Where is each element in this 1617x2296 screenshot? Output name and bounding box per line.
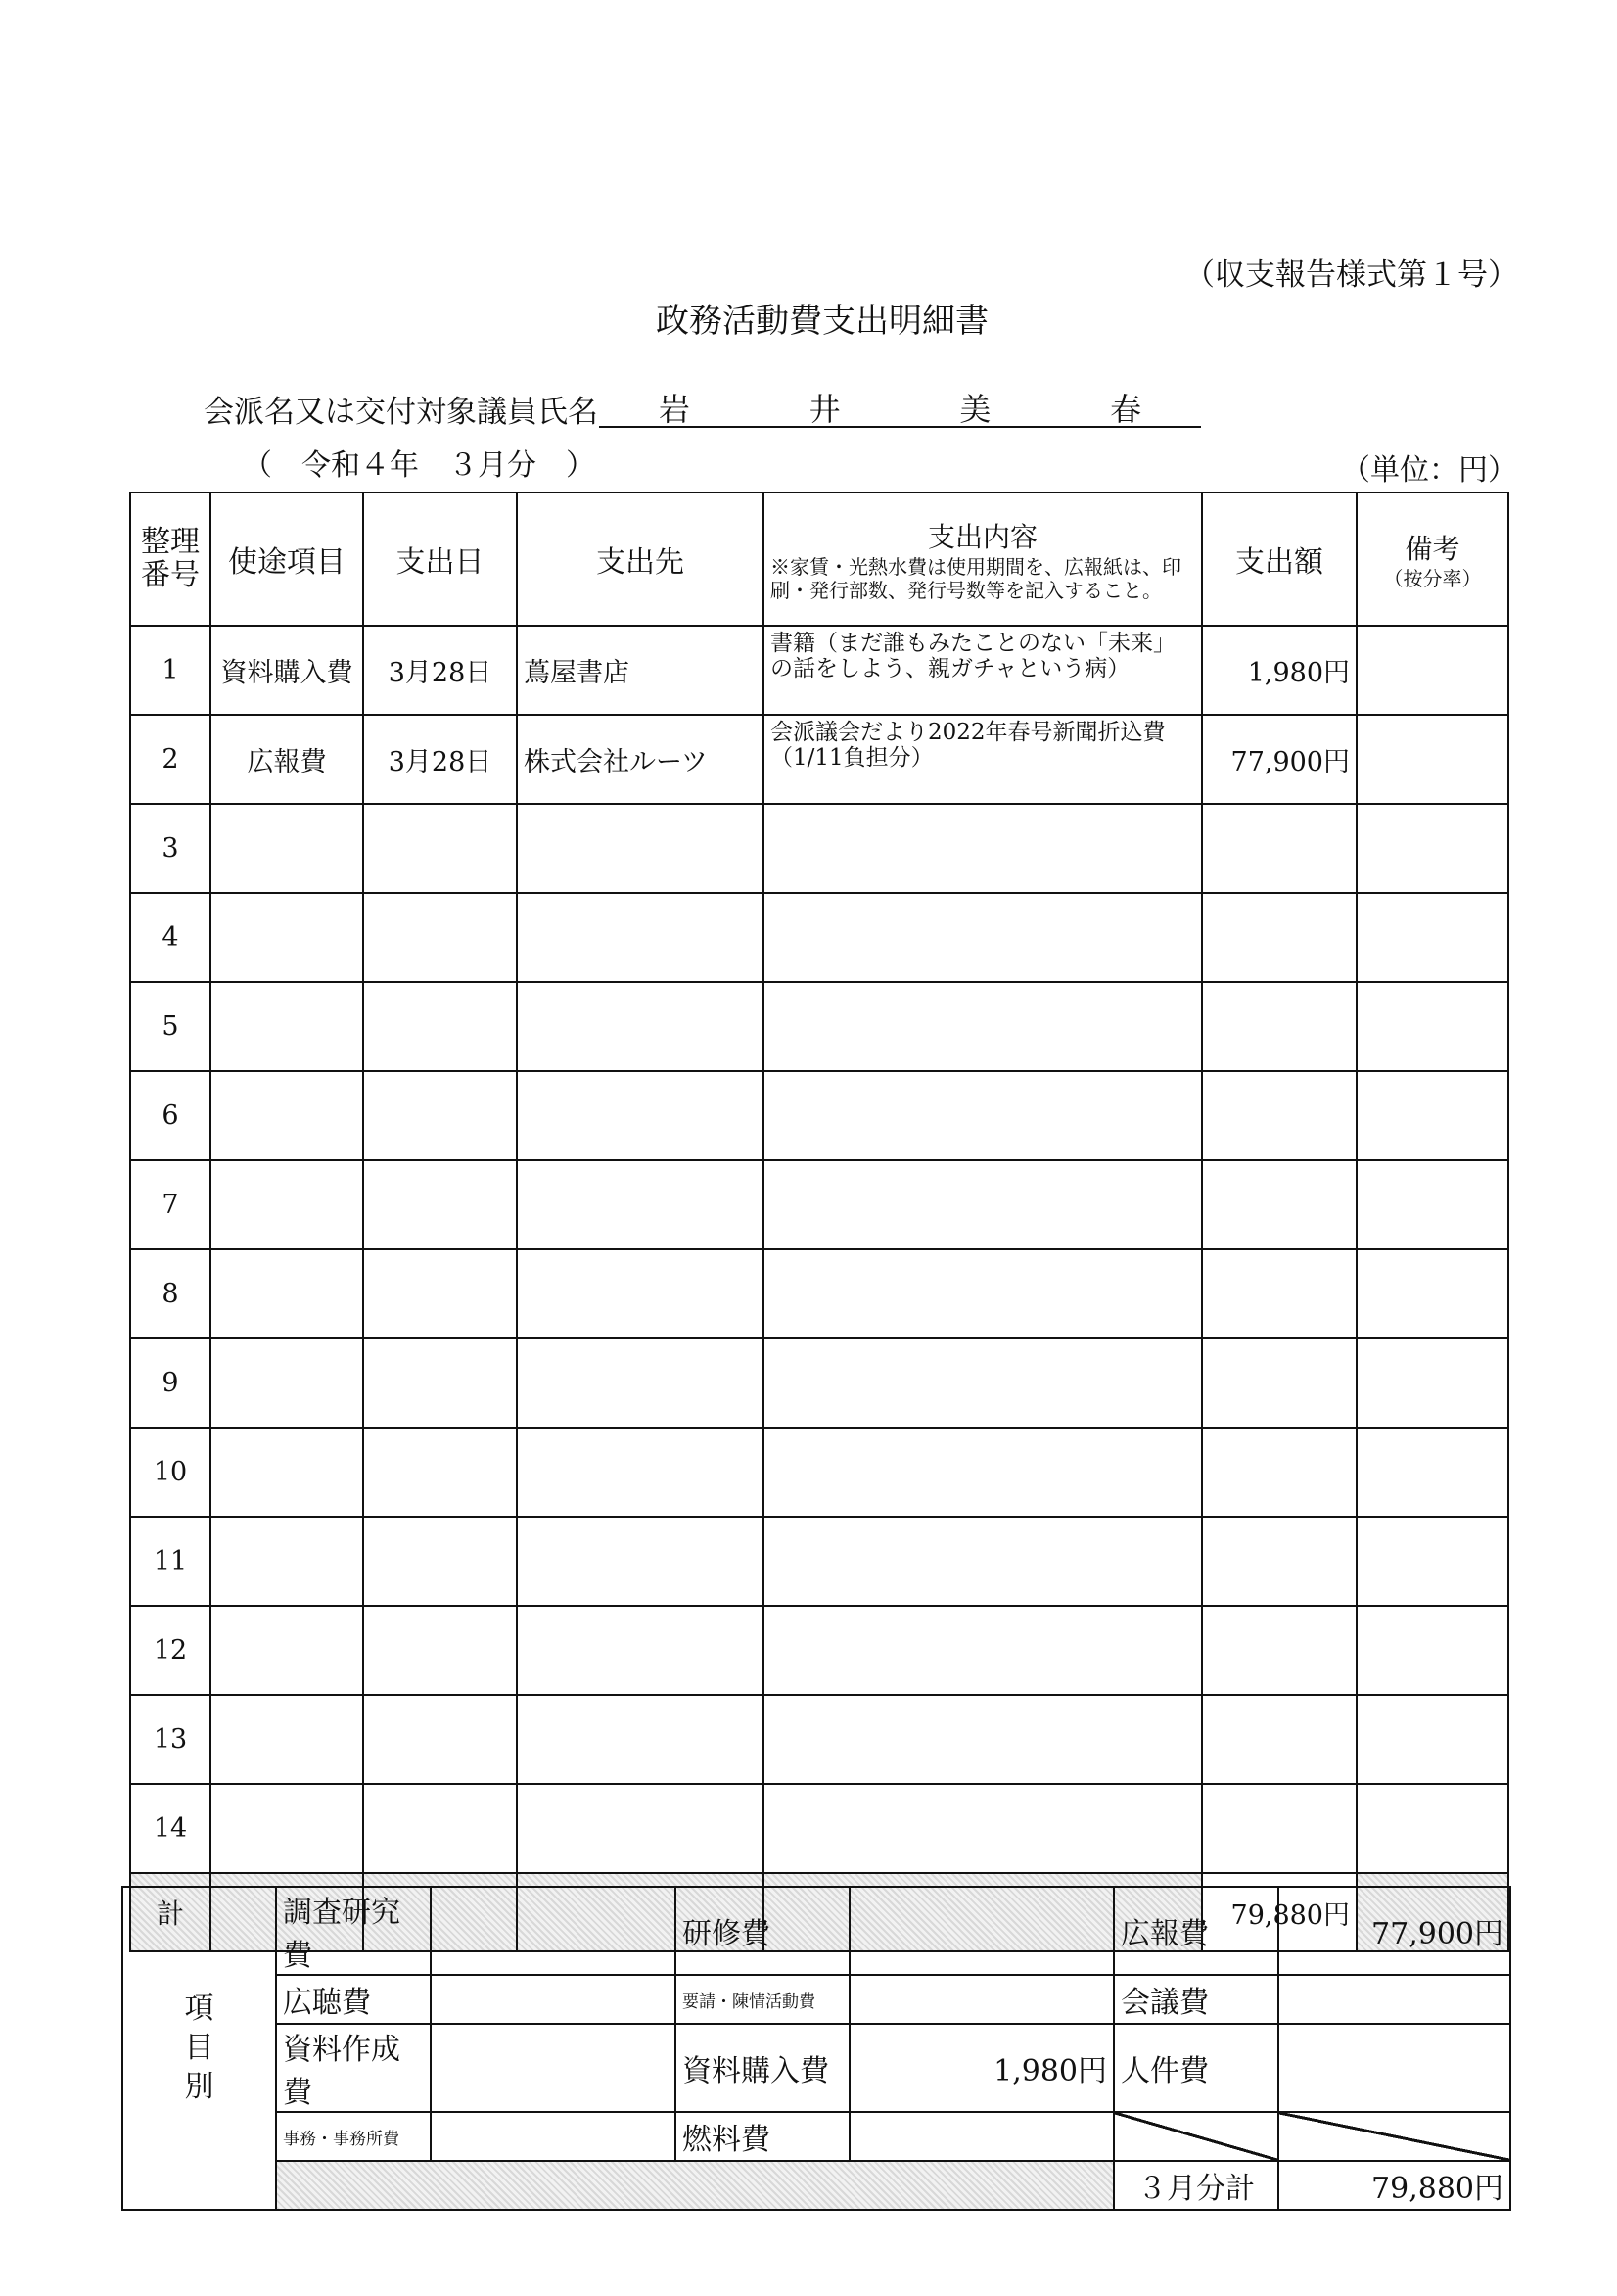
row-purpose: [210, 1784, 363, 1873]
row-date: [363, 1517, 517, 1606]
row-date: [363, 1071, 517, 1160]
row-date: [363, 1249, 517, 1338]
header-content-note: ※家賃・光熱水費は使用期間を、広報紙は、印刷・発行部数、発行号数等を記入すること。: [770, 555, 1181, 602]
header-remarks-title: 備考: [1405, 533, 1460, 565]
row-date: 3月28日: [363, 626, 517, 715]
row-remarks: [1357, 804, 1508, 893]
row-no: 7: [130, 1160, 210, 1249]
row-remarks: [1357, 1338, 1508, 1428]
table-row: [130, 1606, 1508, 1695]
row-amount: [1202, 982, 1357, 1071]
row-payee: [517, 1249, 763, 1338]
row-date: [363, 1338, 517, 1428]
header-content: [763, 492, 1202, 626]
row-no: 9: [130, 1338, 210, 1428]
total-label: 計: [130, 1873, 210, 1951]
row-purpose: [210, 1606, 363, 1695]
row-amount: 1,980円: [1202, 626, 1357, 715]
row-payee: [517, 1428, 763, 1517]
row-payee: [517, 893, 763, 982]
row-date: 3月28日: [363, 715, 517, 804]
summary-label-hearing: 広聴費: [276, 1975, 431, 2024]
summary-label-research: 調査研究費: [276, 1887, 431, 1975]
month-total-value: 79,880円: [1278, 2161, 1510, 2210]
row-no: 3: [130, 804, 210, 893]
document-title: 政務活動費支出明細書: [656, 302, 989, 341]
summary-value-office: [431, 2112, 675, 2161]
month-total-label: ３月分計: [1114, 2161, 1278, 2210]
summary-label-training: 研修費: [675, 1887, 850, 1975]
row-remarks: [1357, 715, 1508, 804]
row-purpose: [210, 1071, 363, 1160]
table-header-row: [130, 492, 1508, 626]
row-content: [763, 1784, 1202, 1873]
row-no: 11: [130, 1517, 210, 1606]
summary-value-materials-purchase: 1,980円: [850, 2024, 1114, 2112]
row-payee: [517, 1071, 763, 1160]
row-purpose: [210, 1160, 363, 1249]
table-row: [130, 1071, 1508, 1160]
row-payee: 株式会社ルーツ: [517, 715, 763, 804]
row-no: 10: [130, 1428, 210, 1517]
summary-side-label: 項目別: [122, 1887, 276, 2210]
summary-label-pr: 広報費: [1114, 1887, 1278, 1975]
row-no: 12: [130, 1606, 210, 1695]
header-date: 支出日: [363, 492, 517, 626]
row-remarks: [1357, 1606, 1508, 1695]
row-purpose: [210, 804, 363, 893]
summary-value-personnel: [1278, 2024, 1510, 2112]
report-period: （ 令和４年 ３月分 ）: [243, 448, 595, 483]
summary-value-hearing: [431, 1975, 675, 2024]
row-content: [763, 1249, 1202, 1338]
row-no: 6: [130, 1071, 210, 1160]
summary-value-materials-creation: [431, 2024, 675, 2112]
row-no: 14: [130, 1784, 210, 1873]
member-name-char: 春: [1110, 391, 1142, 428]
row-payee: [517, 1784, 763, 1873]
row-date: [363, 1428, 517, 1517]
row-content: [763, 1160, 1202, 1249]
row-amount: [1202, 1695, 1357, 1784]
row-purpose: [210, 1249, 363, 1338]
row-content: [763, 1071, 1202, 1160]
row-no: 2: [130, 715, 210, 804]
row-date: [363, 1784, 517, 1873]
name-label: 会派名又は交付対象議員氏名: [204, 395, 598, 430]
row-no: 1: [130, 626, 210, 715]
row-content: [763, 982, 1202, 1071]
header-purpose: 使途項目: [210, 492, 363, 626]
summary-value-training: [850, 1887, 1114, 1975]
row-payee: [517, 804, 763, 893]
table-row: [130, 804, 1508, 893]
summary-value-meeting: [1278, 1975, 1510, 2024]
header-payee: 支出先: [517, 492, 763, 626]
row-purpose: [210, 1517, 363, 1606]
row-remarks: [1357, 1160, 1508, 1249]
summary-label-meeting: 会議費: [1114, 1975, 1278, 2024]
row-purpose: [210, 1695, 363, 1784]
header-remarks-sub: （按分率）: [1383, 567, 1482, 590]
row-purpose: 資料購入費: [210, 626, 363, 715]
row-remarks: [1357, 1784, 1508, 1873]
summary-value-petition: [850, 1975, 1114, 2024]
summary-label-materials-purchase: 資料購入費: [675, 2024, 850, 2112]
row-amount: [1202, 1249, 1357, 1338]
row-remarks: [1357, 1428, 1508, 1517]
table-row: [130, 1517, 1508, 1606]
summary-diagonal-cell: [1114, 2112, 1278, 2161]
row-purpose: [210, 982, 363, 1071]
row-amount: [1202, 804, 1357, 893]
row-content: [763, 1517, 1202, 1606]
row-purpose: [210, 1338, 363, 1428]
row-amount: [1202, 1517, 1357, 1606]
row-date: [363, 893, 517, 982]
row-payee: [517, 1338, 763, 1428]
table-row: [130, 982, 1508, 1071]
summary-value-research: [431, 1887, 675, 1975]
summary-diagonal-cell: [1278, 2112, 1510, 2161]
summary-label-petition: 要請・陳情活動費: [675, 1975, 850, 2024]
row-amount: [1202, 1160, 1357, 1249]
row-no: 4: [130, 893, 210, 982]
row-remarks: [1357, 1517, 1508, 1606]
table-row: [130, 1784, 1508, 1873]
row-amount: [1202, 1071, 1357, 1160]
header-remarks: [1357, 492, 1508, 626]
table-row: [130, 1428, 1508, 1517]
table-row: [130, 1160, 1508, 1249]
row-date: [363, 1606, 517, 1695]
row-remarks: [1357, 1695, 1508, 1784]
row-amount: 77,900円: [1202, 715, 1357, 804]
row-amount: [1202, 1784, 1357, 1873]
row-purpose: [210, 1428, 363, 1517]
row-content: [763, 1428, 1202, 1517]
row-content: 書籍（まだ誰もみたことのない「未来」の話をしよう、親ガチャという病）: [763, 626, 1202, 715]
row-content: [763, 804, 1202, 893]
row-purpose: 広報費: [210, 715, 363, 804]
row-purpose: [210, 893, 363, 982]
summary-shaded-cell: [276, 2161, 1114, 2210]
summary-value-fuel: [850, 2112, 1114, 2161]
summary-value-pr: 77,900円: [1278, 1887, 1510, 1975]
table-row: [130, 893, 1508, 982]
row-content: [763, 1606, 1202, 1695]
row-amount: [1202, 1338, 1357, 1428]
member-name-field: [599, 385, 1201, 428]
row-payee: [517, 1517, 763, 1606]
row-date: [363, 804, 517, 893]
row-amount: [1202, 893, 1357, 982]
row-remarks: [1357, 982, 1508, 1071]
row-remarks: [1357, 1249, 1508, 1338]
header-content-title: 支出内容: [927, 521, 1038, 553]
row-content: [763, 893, 1202, 982]
member-name-char: 美: [959, 391, 992, 428]
expense-detail-table: [129, 492, 1509, 1952]
row-date: [363, 982, 517, 1071]
summary-label-office: 事務・事務所費: [276, 2112, 431, 2161]
total-amount: 79,880円: [1202, 1873, 1357, 1951]
form-number: （収支報告様式第１号）: [1184, 258, 1518, 293]
row-payee: [517, 1695, 763, 1784]
row-date: [363, 1160, 517, 1249]
row-payee: [517, 982, 763, 1071]
row-content: [763, 1695, 1202, 1784]
unit-label: （単位：円）: [1341, 453, 1517, 488]
table-row: [130, 1338, 1508, 1428]
row-amount: [1202, 1606, 1357, 1695]
row-content: 会派議会だより2022年春号新聞折込費（1/11負担分）: [763, 715, 1202, 804]
member-name-char: 岩: [658, 391, 690, 428]
row-remarks: [1357, 1071, 1508, 1160]
row-remarks: [1357, 626, 1508, 715]
row-payee: [517, 1160, 763, 1249]
row-remarks: [1357, 893, 1508, 982]
category-summary-table: [121, 1886, 1511, 2211]
row-date: [363, 1695, 517, 1784]
header-amount: 支出額: [1202, 492, 1357, 626]
row-no: 13: [130, 1695, 210, 1784]
table-row: [130, 1249, 1508, 1338]
header-no: 整理番号: [130, 492, 210, 626]
row-no: 8: [130, 1249, 210, 1338]
table-row: [130, 715, 1508, 804]
member-name-char: 井: [808, 391, 841, 428]
row-amount: [1202, 1428, 1357, 1517]
summary-label-personnel: 人件費: [1114, 2024, 1278, 2112]
summary-label-fuel: 燃料費: [675, 2112, 850, 2161]
summary-label-materials-creation: 資料作成費: [276, 2024, 431, 2112]
row-payee: 蔦屋書店: [517, 626, 763, 715]
row-no: 5: [130, 982, 210, 1071]
row-payee: [517, 1606, 763, 1695]
table-row: [130, 626, 1508, 715]
row-content: [763, 1338, 1202, 1428]
table-row: [130, 1695, 1508, 1784]
